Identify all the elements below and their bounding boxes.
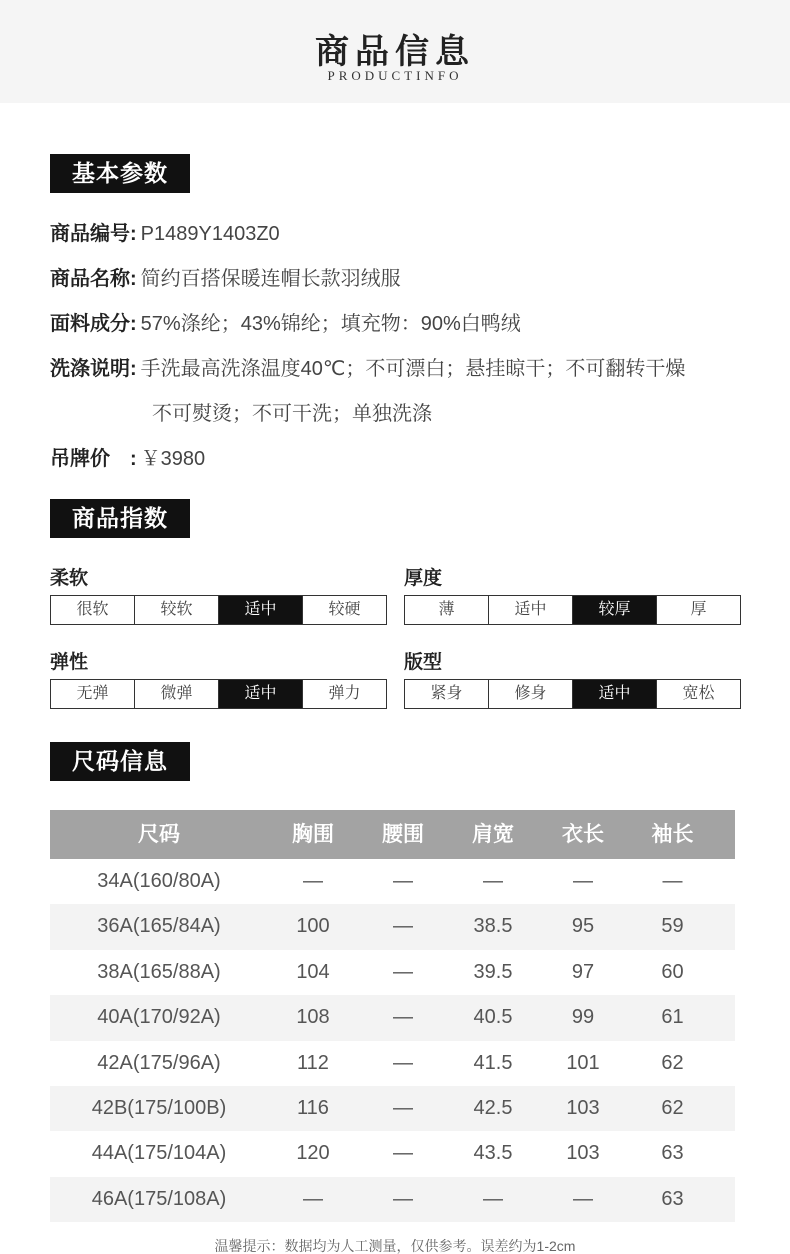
table-row	[50, 1041, 735, 1086]
table-cell: 60	[661, 960, 684, 983]
param-price	[50, 439, 205, 479]
table-cell: 34A(160/80A)	[97, 870, 221, 892]
index-option: 薄	[405, 596, 489, 624]
table-cell: 97	[571, 960, 595, 983]
section-label-index: 商品指数	[50, 499, 190, 538]
table-row	[50, 1086, 735, 1131]
index-option: 修身	[489, 680, 573, 708]
table-cell: 42B(175/100B)	[91, 1096, 227, 1119]
index-softness	[50, 565, 387, 625]
table-cell: 38.5	[473, 915, 513, 938]
table-cell: —	[573, 1187, 593, 1210]
index-elasticity	[50, 649, 387, 709]
index-thickness	[404, 565, 741, 625]
section-label-basic: 基本参数	[50, 154, 190, 193]
table-cell: 61	[661, 1006, 684, 1029]
table-cell: 103	[566, 1096, 600, 1119]
index-title: 弹性	[50, 652, 89, 673]
index-option: 弹力	[328, 685, 361, 702]
param-value: 简约百搭保暖连帽长款羽绒服	[140, 268, 401, 290]
index-title: 版型	[404, 652, 443, 673]
table-cell: 42A(175/96A)	[97, 1051, 221, 1074]
table-cell: 62	[661, 1051, 684, 1074]
table-cell: —	[483, 870, 503, 892]
param-product-code	[50, 214, 280, 254]
index-option-selected: 适中	[219, 680, 303, 708]
table-row	[50, 1131, 735, 1176]
table-cell: 95	[571, 915, 595, 938]
table-cell: 40.5	[473, 1006, 513, 1029]
table-cell: 116	[297, 1096, 329, 1119]
table-cell: 42.5	[473, 1096, 513, 1119]
index-option: 厚	[690, 601, 707, 618]
table-cell: —	[393, 960, 413, 983]
table-cell: 40A(170/92A)	[97, 1006, 221, 1029]
index-option: 宽松	[682, 685, 715, 702]
param-key: 吊牌价 :	[50, 448, 137, 470]
header-cell: 衣长	[562, 823, 604, 846]
table-cell: —	[393, 1142, 413, 1165]
param-wash	[50, 349, 685, 389]
table-cell: 104	[296, 960, 330, 983]
param-value: 57%涤纶；43%锦纶；填充物：90%白鸭绒	[140, 313, 521, 335]
table-cell: 63	[661, 1187, 684, 1210]
measurement-note: 温馨提示：数据均为人工测量，仅供参考。误差约为1-2cm	[214, 1238, 576, 1254]
index-option-selected: 适中	[219, 596, 303, 624]
header-cell: 袖长	[651, 823, 694, 846]
table-cell: 46A(175/108A)	[91, 1187, 227, 1210]
index-scale	[50, 679, 387, 709]
index-option: 较软	[135, 596, 219, 624]
index-option: 较硬	[328, 601, 361, 618]
header-cell: 胸围	[292, 823, 334, 846]
table-cell: —	[393, 915, 413, 938]
index-option-selected: 较厚	[573, 596, 657, 624]
param-key: 面料成分:	[50, 313, 137, 335]
index-option: 无弹	[51, 680, 135, 708]
param-key: 商品名称:	[50, 268, 137, 290]
table-cell: —	[303, 870, 323, 892]
table-cell: 38A(165/88A)	[97, 960, 221, 983]
index-option-selected: 适中	[573, 680, 657, 708]
param-product-name	[50, 259, 401, 299]
page-title: 商品信息	[315, 33, 475, 71]
table-cell: —	[573, 870, 593, 892]
table-cell: —	[393, 1051, 413, 1074]
table-cell: 99	[571, 1006, 595, 1029]
param-material	[50, 304, 521, 344]
param-wash-continued: 不可熨烫；不可干洗；单独洗涤	[152, 403, 432, 425]
index-fit	[404, 649, 741, 709]
table-cell: 62	[661, 1096, 684, 1119]
table-cell: 108	[296, 1006, 330, 1029]
section-label-size: 尺码信息	[50, 742, 190, 781]
param-value: P1489Y1403Z0	[140, 223, 280, 245]
table-row	[50, 995, 735, 1040]
table-cell: 41.5	[473, 1051, 513, 1074]
table-cell: —	[393, 1187, 413, 1210]
table-cell: —	[303, 1187, 323, 1210]
index-option: 适中	[489, 596, 573, 624]
table-cell: 103	[566, 1142, 600, 1165]
index-scale	[404, 595, 741, 625]
header-cell: 肩宽	[472, 823, 514, 846]
table-cell: 112	[297, 1051, 329, 1074]
page-header	[0, 0, 790, 103]
page-subtitle: PRODUCTINFO	[327, 68, 463, 83]
table-cell: 100	[296, 915, 330, 938]
table-cell: 44A(175/104A)	[91, 1142, 227, 1165]
table-cell: 63	[661, 1142, 684, 1165]
table-cell: —	[662, 870, 683, 892]
table-cell: —	[393, 1006, 413, 1029]
table-row	[50, 1177, 735, 1222]
table-cell: 101	[566, 1051, 600, 1074]
index-option: 很软	[51, 596, 135, 624]
size-table	[50, 810, 735, 1222]
index-scale	[404, 679, 741, 709]
table-cell: —	[393, 870, 413, 892]
size-table-header	[50, 810, 735, 859]
index-title: 厚度	[404, 568, 443, 589]
header-cell: 腰围	[382, 823, 424, 846]
table-cell: —	[483, 1187, 503, 1210]
table-cell: 120	[296, 1142, 330, 1165]
index-title: 柔软	[50, 568, 89, 589]
table-row	[50, 950, 735, 995]
index-scale	[50, 595, 387, 625]
header-cell: 尺码	[138, 823, 180, 846]
index-option: 微弹	[135, 680, 219, 708]
index-option: 紧身	[405, 680, 489, 708]
param-key: 洗涤说明:	[50, 358, 137, 380]
table-row	[50, 859, 735, 904]
param-value: ￥3980	[140, 448, 206, 470]
table-cell: 43.5	[473, 1142, 513, 1165]
param-key: 商品编号:	[50, 223, 137, 245]
table-cell: 39.5	[473, 960, 513, 983]
param-value: 手洗最高洗涤温度40℃；不可漂白；悬挂晾干；不可翻转干燥	[140, 358, 686, 380]
table-row	[50, 904, 735, 949]
table-cell: 36A(165/84A)	[97, 915, 221, 938]
table-cell: 59	[661, 915, 684, 938]
table-cell: —	[393, 1096, 413, 1119]
